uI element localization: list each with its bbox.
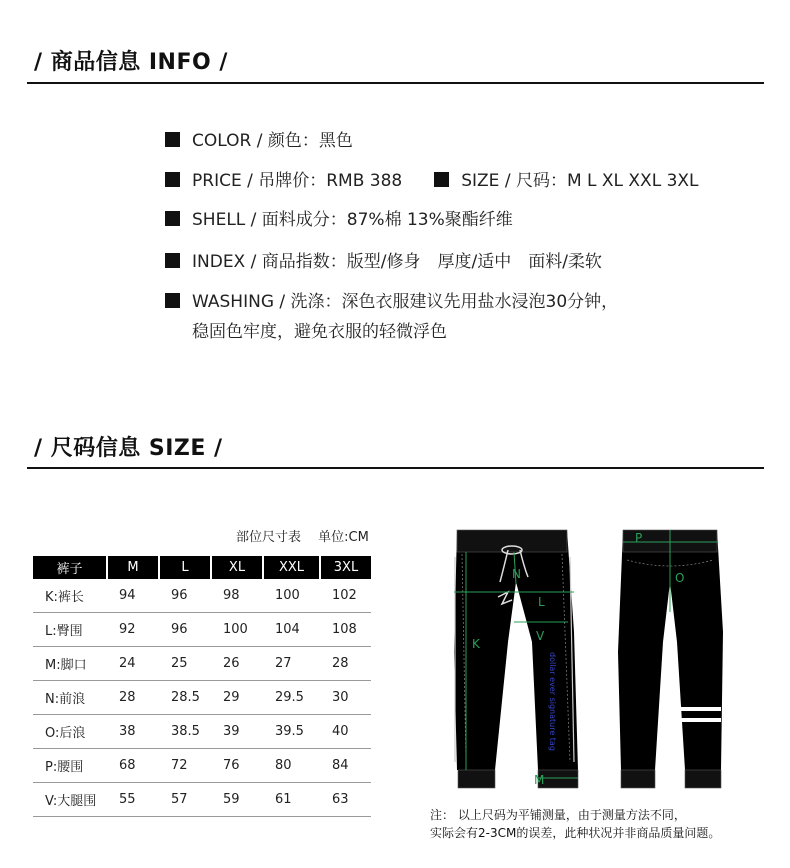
size-value-cell: 25 (159, 647, 211, 681)
info-index-row (165, 247, 602, 272)
label-v: V (536, 629, 545, 643)
cuff-left (458, 770, 495, 788)
size-value-cell: 72 (159, 749, 211, 783)
table-row (33, 579, 371, 613)
row-label-cell: K:裤长 (33, 579, 107, 613)
header-cell: 裤子 (33, 556, 107, 579)
label-o: O (675, 571, 685, 585)
size-value-cell: 24 (107, 647, 159, 681)
info-price-size-row (165, 166, 699, 191)
size-value-cell: 40 (320, 715, 371, 749)
header-cell: L (159, 556, 211, 579)
size-value-cell: 30 (320, 681, 371, 715)
bullet-square-icon (165, 211, 180, 226)
bullet-square-icon (165, 253, 180, 268)
label-n: N (512, 567, 521, 581)
size-section-title: / 尺码信息 SIZE / (34, 436, 223, 461)
size-value-cell: 28.5 (159, 681, 211, 715)
size-value-cell: 38.5 (159, 715, 211, 749)
table-row (33, 715, 371, 749)
size-title-rule (27, 467, 764, 469)
back-cuff-left (621, 770, 655, 788)
leg-stripe-upper (681, 707, 721, 711)
price-text: PRICE / 吊牌价：RMB 388 (192, 171, 403, 191)
pants-back-diagram (615, 522, 730, 794)
info-washing-row (165, 287, 618, 312)
table-row (33, 647, 371, 681)
header-cell: XXL (263, 556, 320, 579)
size-value-cell: 80 (263, 749, 320, 783)
size-value-cell: 68 (107, 749, 159, 783)
size-value-cell: 92 (107, 613, 159, 647)
washing-text-2: 稳固色牢度，避免衣服的轻微浮色 (192, 322, 447, 342)
table-row (33, 681, 371, 715)
waistband (457, 530, 567, 552)
size-table-body (33, 579, 371, 817)
bullet-square-icon (165, 132, 180, 147)
size-value-cell: 29.5 (263, 681, 320, 715)
row-label-cell: O:后浪 (33, 715, 107, 749)
size-value-cell: 61 (263, 783, 320, 817)
index-text: INDEX / 商品指数：版型/修身 厚度/适中 面料/柔软 (192, 252, 602, 272)
size-value-cell: 104 (263, 613, 320, 647)
size-table-caption: 部位尺寸表 单位:CM (236, 530, 369, 545)
leg-print-text: dollar ever signature tag (548, 652, 557, 751)
row-label-cell: L:臀围 (33, 613, 107, 647)
size-note-line-2: 实际会有2-3CM的误差，此种状况并非商品质量问题。 (430, 826, 721, 840)
shell-text: SHELL / 面料成分：87%棉 13%聚酯纤维 (192, 210, 513, 230)
size-value-cell: 39 (211, 715, 263, 749)
size-table-header (33, 556, 371, 579)
size-value-cell: 94 (107, 579, 159, 613)
row-label-cell: V:大腿围 (33, 783, 107, 817)
size-value-cell: 38 (107, 715, 159, 749)
size-value-cell: 26 (211, 647, 263, 681)
info-shell-row (165, 205, 513, 230)
leg-stripe-lower (681, 718, 721, 722)
size-value-cell: 96 (159, 613, 211, 647)
header-cell: M (107, 556, 159, 579)
size-value-cell: 84 (320, 749, 371, 783)
size-value-cell: 102 (320, 579, 371, 613)
info-color-row (165, 126, 353, 151)
size-table (33, 556, 371, 817)
size-value-cell: 28 (320, 647, 371, 681)
row-label-cell: P:腰围 (33, 749, 107, 783)
label-k: K (472, 637, 480, 651)
size-text: SIZE / 尺码：M L XL XXL 3XL (461, 171, 699, 191)
info-section-title: / 商品信息 INFO / (34, 50, 228, 75)
table-row (33, 749, 371, 783)
back-cuff-right (685, 770, 721, 788)
size-value-cell: 59 (211, 783, 263, 817)
size-value-cell: 63 (320, 783, 371, 817)
size-value-cell: 100 (211, 613, 263, 647)
label-p: P (635, 531, 643, 545)
size-value-cell: 108 (320, 613, 371, 647)
size-value-cell: 39.5 (263, 715, 320, 749)
table-row (33, 783, 371, 817)
label-l: L (538, 595, 545, 609)
row-label-cell: M:脚口 (33, 647, 107, 681)
info-title-rule (27, 82, 764, 84)
size-value-cell: 57 (159, 783, 211, 817)
size-value-cell: 27 (263, 647, 320, 681)
washing-text-1: WASHING / 洗涤：深色衣服建议先用盐水浸泡30分钟， (192, 292, 619, 312)
bullet-square-icon (165, 172, 180, 187)
header-cell: 3XL (320, 556, 371, 579)
size-value-cell: 28 (107, 681, 159, 715)
bullet-square-icon (434, 172, 449, 187)
row-label-cell: N:前浪 (33, 681, 107, 715)
pants-front-diagram (450, 522, 585, 794)
size-value-cell: 100 (263, 579, 320, 613)
size-value-cell: 96 (159, 579, 211, 613)
size-note-line-1: 注： 以上尺码为平铺测量，由于测量方法不同， (430, 808, 686, 822)
size-value-cell: 29 (211, 681, 263, 715)
bullet-square-icon (165, 293, 180, 308)
info-washing-row-2 (192, 317, 447, 342)
size-value-cell: 55 (107, 783, 159, 817)
size-value-cell: 76 (211, 749, 263, 783)
size-value-cell: 98 (211, 579, 263, 613)
label-m: M (534, 773, 545, 787)
color-text: COLOR / 颜色：黑色 (192, 131, 353, 151)
table-row (33, 613, 371, 647)
header-cell: XL (211, 556, 263, 579)
